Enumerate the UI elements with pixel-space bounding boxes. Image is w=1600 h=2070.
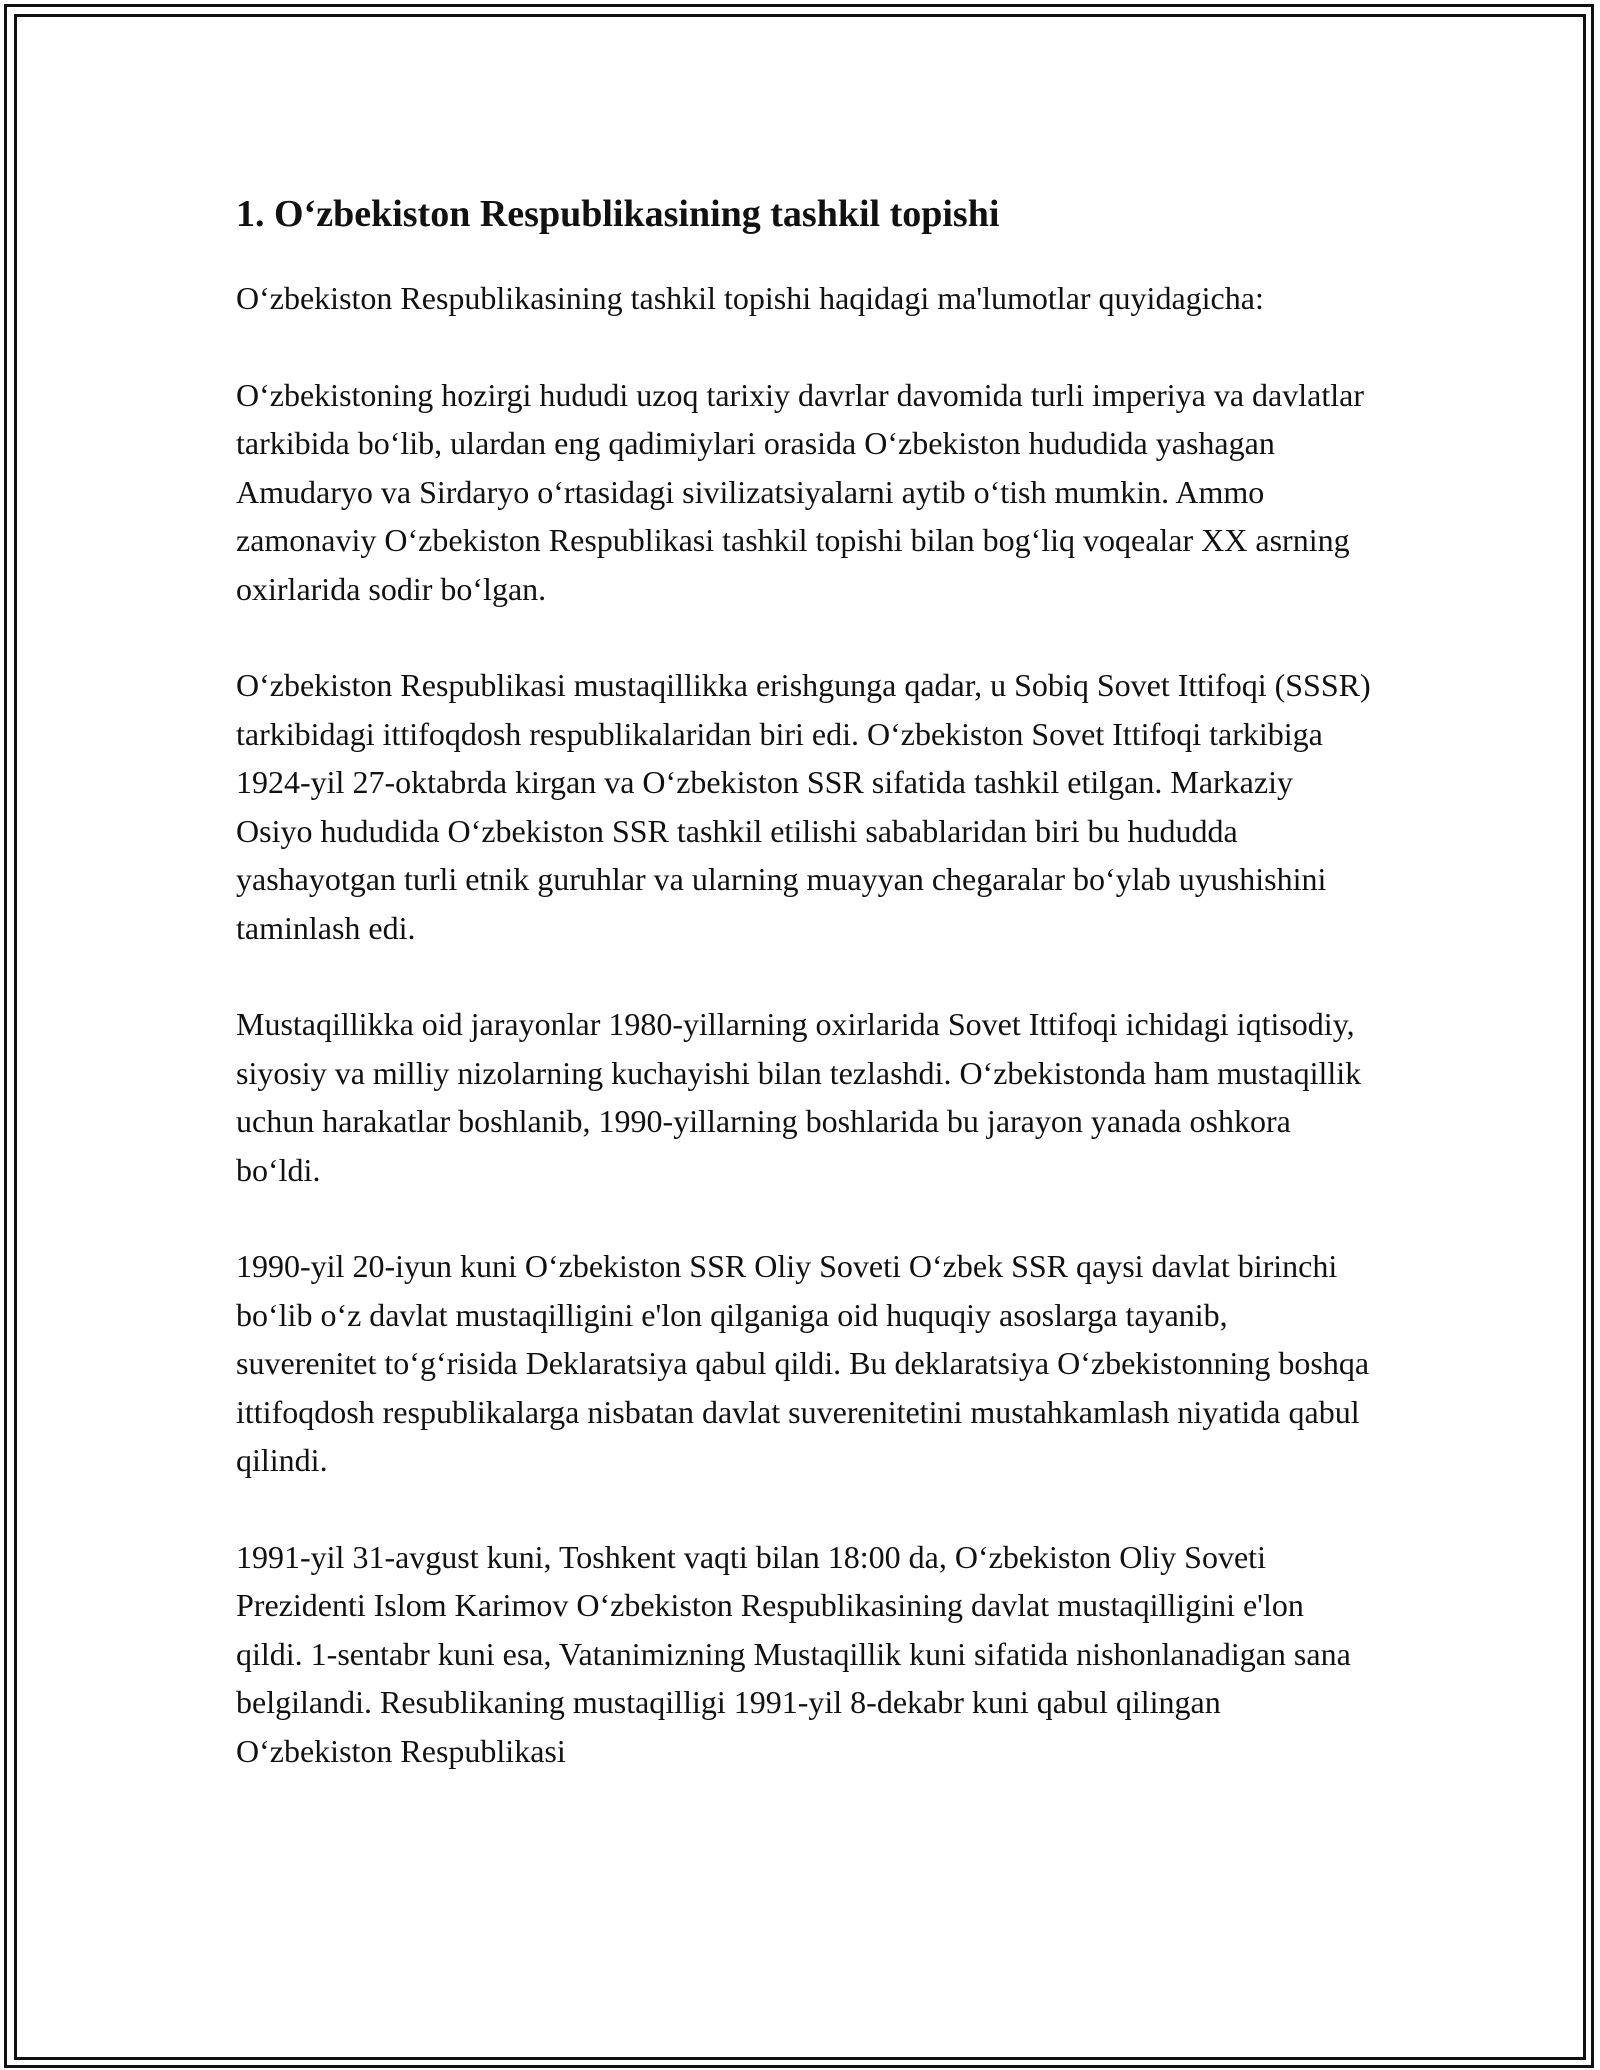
paragraph-history: O‘zbekistoning hozirgi hududi uzoq tarixiy davrlar davomida turli imperiya va davlatlar tarkibida bo‘lib, ulardan eng qadimiylari orasida O‘zbekiston hududida yashagan Amudaryo va Sirdaryo o‘rtasidagi sivilizatsiyalarni aytib o‘tish mumkin. Ammo zamonaviy O‘zbekiston Respublikasi tashkil topishi bilan bog‘liq voqealar XX asrning oxirlarida sodir bo‘lgan.	[236, 376, 1364, 607]
paragraph-independence-process: Mustaqillikka oid jarayonlar 1980-yillarning oxirlarida Sovet Ittifoqi ichidagi iqtisodiy, siyosiy va milliy nizolarning kuchayishi bilan tezlashdi. O‘zbekistonda ham mustaqillik uchun harakatlar boshlanib, 1990-yillarning boshlarida bu jarayon yanada oshkora bo‘ldi.	[236, 1006, 1362, 1188]
paragraph-intro: O‘zbekiston Respublikasining tashkil topishi haqidagi ma'lumotlar quyidagicha:	[236, 280, 1264, 316]
paragraph-independence-declared: 1991-yil 31-avgust kuni, Toshkent vaqti bilan 18:00 da, O‘zbekiston Oliy Soveti Prezidenti Islom Karimov O‘zbekiston Respublikasining davlat mustaqilligini e'lon qildi. 1-sentabr kuni esa, Vatanimizning Mustaqillik kuni sifatida nishonlanadigan sana belgilandi. Resublikaning mustaqilligi 1991-yil 8-dekabr kuni qabul qilingan O‘zbekiston Respublikasi	[236, 1538, 1351, 1769]
section-title: 1. O‘zbekiston Respublikasining tashkil topishi	[236, 193, 1000, 235]
document-body	[236, 186, 1376, 1823]
paragraph-sovereignty-declaration: 1990-yil 20-iyun kuni O‘zbekiston SSR Oliy Soveti O‘zbek SSR qaysi davlat birinchi bo‘lib o‘z davlat mustaqilligini e'lon qilganiga oid huquqiy asoslarga tayanib, suverenitet to‘g‘risida Deklaratsiya qabul qildi. Bu deklaratsiya O‘zbekistonning boshqa ittifoqdosh respublikalarga nisbatan davlat suverenitetini mustahkamlash niyatida qabul qilindi.	[236, 1248, 1370, 1478]
paragraph-soviet-period: O‘zbekiston Respublikasi mustaqillikka erishgunga qadar, u Sobiq Sovet Ittifoqi (SSSR) tarkibidagi ittifoqdosh respublikalaridan biri edi. O‘zbekiston Sovet Ittifoqi tarkibiga 1924-yil 27-oktabrda kirgan va O‘zbekiston SSR sifatida tashkil etilgan. Markaziy Osiyo hududida O‘zbekiston SSR tashkil etilishi sabablaridan biri bu hududda yashayotgan turli etnik guruhlar va ularning muayyan chegaralar bo‘ylab uyushishini taminlash edi.	[236, 667, 1371, 946]
